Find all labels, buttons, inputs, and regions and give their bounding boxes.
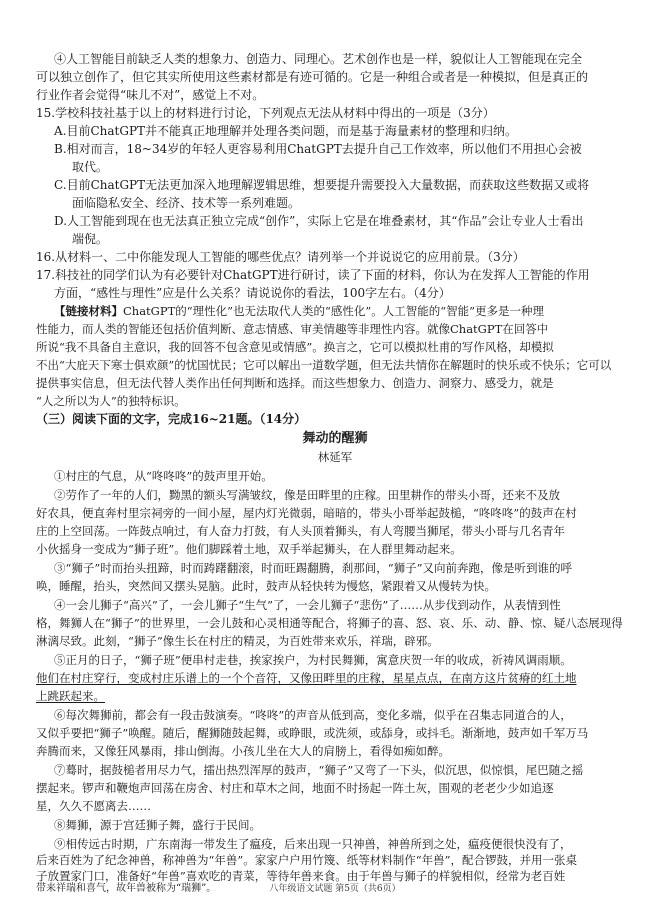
article-paragraph-1: ①村庄的气息，从“咚咚咚”的鼓声里开始。 bbox=[54, 469, 273, 483]
question-17-line: 方面，“感性与理性”应是什么关系？请说说你的看法，100字左右。（4分） bbox=[54, 286, 451, 300]
article-paragraph-2-line: ②劳作了一年的人们，黝黑的额头写满皱纹，像是田畔里的庄稼。田里耕作的带头小哥，还来不及放 bbox=[54, 488, 560, 502]
article-paragraph-7-line: ⑦蓦时，据鼓槌者用尽力气，擂出热烈浑厚的鼓声，“狮子”又弯了一下头，似沉思，似惊惧，尾巴随之摇 bbox=[54, 763, 584, 777]
article-paragraph-9-line: 子放置家门口，准备好“年兽”喜欢吃的青菜，等待年兽来食。由于年兽与狮子的样貌相似，经常为老百姓 bbox=[36, 869, 566, 883]
article-paragraph-5-underlined-line: 上跳跃起来。 bbox=[36, 689, 105, 703]
article-paragraph-9-line: 后来百姓为了纪念神兽，称神兽为“年兽”。家家户户用竹篾、纸等材料制作“年兽”，配合锣鼓，并用一张桌 bbox=[36, 853, 578, 867]
article-paragraph-8: ⑧舞狮，源于宫廷狮子舞，盛行于民间。 bbox=[54, 818, 261, 832]
question-15-option-d: D.人工智能到现在也无法真正独立完成“创作”，实际上它是在堆叠素材，其“作品”会让专业人士看出 bbox=[54, 214, 584, 228]
article-paragraph-9-line: 带来祥瑞和喜气，故年兽被称为“瑞狮”。 bbox=[36, 883, 217, 894]
article-paragraph-6-line: 又似乎要把“狮子”唤醒。随后，醒狮随鼓起舞，或睁眼，或洗须，或舔身，或抖毛。渐渐地，鼓声如千军万马 bbox=[36, 726, 589, 740]
article-paragraph-7-line: 摆起来。锣声和鞭炮声回荡在房舍、村庄和草木之间，地面不时扬起一阵土灰，围观的老老少少如追逐 bbox=[36, 781, 554, 795]
article-paragraph-9-line: ⑨相传远古时期，广东南海一带发生了瘟疫，后来出现一只神兽，神兽所到之处，瘟疫便很快没有了， bbox=[54, 837, 572, 851]
link-material-text: ChatGPT的“理性化”也无法取代人类的“感性化”。人工智能的“智能”更多是一种理 bbox=[123, 304, 545, 318]
article-title: 舞动的醒狮 bbox=[302, 431, 368, 446]
article-paragraph-4-line: 淋漓尽致。此刻，“狮子”像生长在村庄的精灵，为百姓带来欢乐，祥瑞，辟邪。 bbox=[36, 634, 439, 648]
question-15-option-b: B.相对而言，18~34岁的年轻人更容易利用ChatGPT去提升自己工作效率，所以他们不用担心会被 bbox=[54, 142, 582, 156]
material-paragraph-4-line: ④人工智能目前缺乏人类的想象力、创造力、同理心。艺术创作也是一样，貌似让人工智能现在完全 bbox=[54, 52, 583, 66]
page-footer: 八年级语文试题 第5页（共6页） bbox=[269, 884, 401, 894]
article-paragraph-7-line: 星，久久不愿离去…… bbox=[36, 799, 151, 813]
link-material-label: 【链接材料】 bbox=[54, 304, 123, 318]
question-15-option-a: A.目前ChatGPT并不能真正地理解并处理各类问题，而是基于海量素材的整理和归纳。 bbox=[54, 124, 518, 138]
article-paragraph-6-line: 奔腾而来，又像狂风暴雨，排山倒海。小孩儿坐在大人的肩膀上，看得如痴如醉。 bbox=[36, 744, 450, 758]
article-paragraph-6-line: ⑥每次舞狮前，都会有一段击鼓演奏。“咚咚”的声音从低到高，变化多端，似乎在召集志同道合的人， bbox=[54, 708, 572, 722]
link-material-line: “人之所以为人”的独特标识。 bbox=[36, 394, 186, 408]
material-paragraph-4-line: 可以独立创作了，但它其实所使用这些素材都是有迹可循的。它是一种组合或者是一种模拟，但是真正的 bbox=[36, 70, 589, 84]
link-material-line: 所说“我不具备自主意识，我的回答不包含意见或情感”。换言之，它可以模拟杜甫的写作风格，却模拟 bbox=[36, 340, 554, 354]
link-material-line bbox=[54, 304, 544, 319]
question-15-option-b: 取代。 bbox=[72, 160, 109, 174]
article-paragraph-4-line: 格，舞狮人在“狮子”的世界里，一会儿鼓和心灵相通等配合，将狮子的喜、怒、哀、乐、动、静、惊、疑八态展现得 bbox=[36, 616, 623, 630]
question-16: 16.从材料一、二中你能发现人工智能的哪些优点？请列举一个并说说它的应用前景。（3分） bbox=[36, 250, 525, 264]
link-material-line: 不出“大庇天下寒士俱欢颜”的忧国忧民；它可以解出一道数学题，但无法共情你在解题时的快乐或不快乐；它可以 bbox=[36, 358, 612, 372]
article-paragraph-3-line: 唤，睡醒，抬头，突然间又摆头晃脑。此时，鼓声从轻快转为慢悠，紧跟着又从慢转为快。 bbox=[36, 579, 496, 593]
article-paragraph-2-line: 好农具，便直奔村里宗祠旁的一间小屋，屋内灯光微弱，暗暗的，带头小哥举起鼓槌，“咚咚咚”的鼓声在村 bbox=[36, 506, 577, 520]
question-15-option-c: 面临隐私安全、经济、技术等一系列难题。 bbox=[72, 196, 301, 210]
article-paragraph-5-line: ⑤正月的日子，“狮子班”便串村走巷，挨家挨户，为村民舞狮，寓意庆贺一年的收成，祈祷风调雨顺。 bbox=[54, 653, 572, 667]
link-material-line: 提供事实信息，但无法代替人类作出任何判断和选择。而这些想象力、创造力、洞察力、感受力，就是 bbox=[36, 376, 554, 390]
link-material-line: 性能力，而人类的智能还包括价值判断、意志情感、审美情趣等非理性内容。就像ChatGPT在回答中 bbox=[36, 322, 549, 336]
question-15-option-d: 端倪。 bbox=[72, 232, 109, 246]
article-paragraph-2-line: 庄的上空回荡。一阵鼓点响过，有人奋力打鼓，有人头顶着狮头，有人弯腰当狮尾，带头小哥与几名青年 bbox=[36, 524, 565, 538]
article-paragraph-4-line: ④一会儿狮子“高兴”了，一会儿狮子“生气”了，一会儿狮子“悲伤”了……从步伐到动作，从表情到性 bbox=[54, 598, 561, 612]
article-paragraph-2-line: 小伙摇身一变成为“狮子班”。他们脚踩着土地，双手举起狮头，在人群里舞动起来。 bbox=[36, 542, 462, 556]
question-15-option-c: C.目前ChatGPT无法更加深入地理解逻辑思维，想要提升需要投入大量数据，而获取这些数据又或将 bbox=[54, 178, 590, 192]
material-paragraph-4-line: 行业作者会觉得“味儿不对”，感觉上不对。 bbox=[36, 88, 265, 102]
section-3-heading: （三）阅读下面的文字，完成16~21题。（14分） bbox=[36, 412, 307, 426]
article-author: 林延军 bbox=[317, 450, 353, 464]
article-paragraph-5-underlined-line: 他们在村庄穿行，变成村庄乐谱上的一个个音符，又像田畔里的庄稼，星星点点，在南方这片贫瘠的红土地 bbox=[36, 671, 577, 685]
question-17-line: 17.科技社的同学们认为有必要针对ChatGPT进行研讨，读了下面的材料，你认为在发挥人工智能的作用 bbox=[36, 268, 590, 282]
question-15-stem: 15.学校科技社基于以上的材料进行讨论，下列观点无法从材料中得出的一项是（3分） bbox=[36, 106, 495, 120]
article-paragraph-3-line: ③“狮子”时而抬头扭蹄，时而踌躇翻滚，时而旺踢翻腾，刹那间，“狮子”又向前奔跑，像是听到谁的呼 bbox=[54, 561, 573, 575]
